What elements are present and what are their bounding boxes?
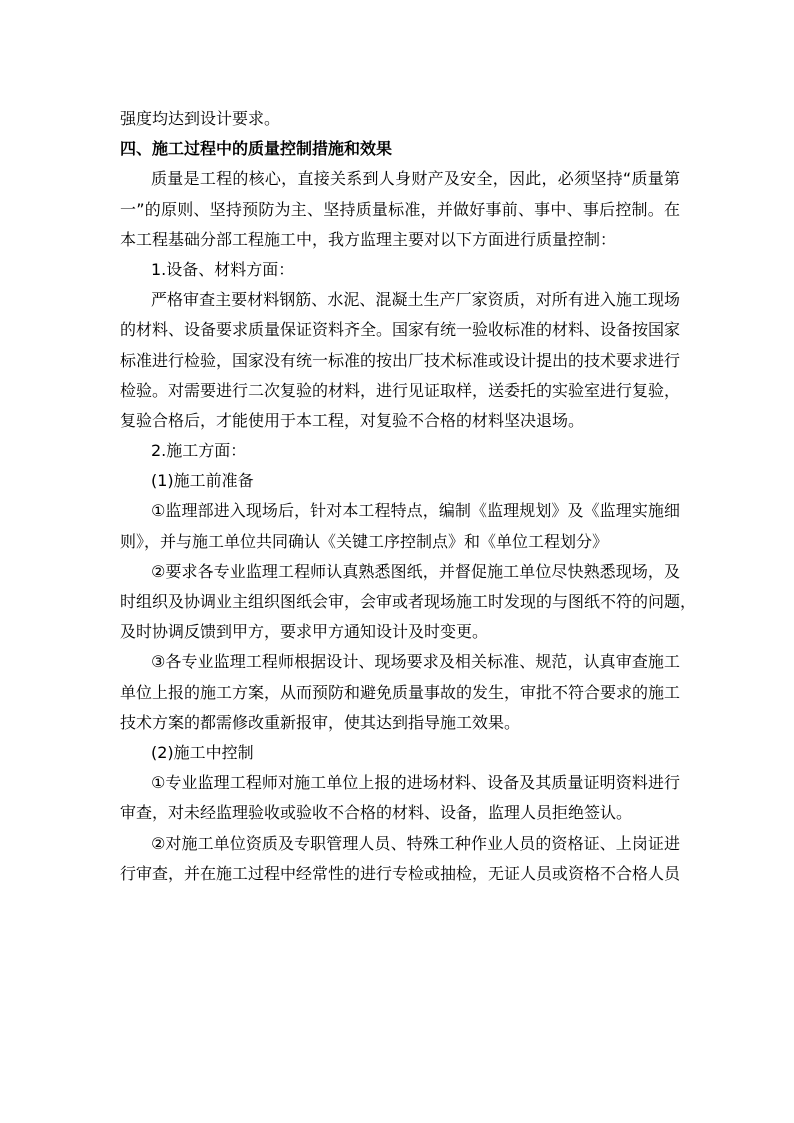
paragraph-line: 单位上报的施工方案，从而预防和避免质量事故的发生，审批不符合要求的施工 <box>120 682 681 702</box>
paragraph-line: 时组织及协调业主组织图纸会审，会审或者现场施工时发现的与图纸不符的问题， <box>120 592 697 611</box>
document-body <box>120 104 697 889</box>
paragraph-line: 则》，并与施工单位共同确认《关键工序控制点》和《单位工程划分》 <box>120 531 609 551</box>
subsection-heading: (2)施工中控制 <box>151 742 254 762</box>
subsection-heading: 1.设备、材料方面： <box>151 259 295 279</box>
paragraph-line: 的材料、设备要求质量保证资料齐全。国家有统一验收标准的材料、设备按国家 <box>120 320 681 340</box>
paragraph-line: 严格审查主要材料钢筋、水泥、混凝土生产厂家资质，对所有进入施工现场 <box>151 290 680 310</box>
paragraph-line: 行审查，并在施工过程中经常性的进行专检或抽检，无证人员或资格不合格人员 <box>120 863 681 883</box>
paragraph-line: ②要求各专业监理工程师认真熟悉图纸，并督促施工单位尽快熟悉现场，及 <box>151 561 680 581</box>
paragraph-line: 审查，对未经监理验收或验收不合格的材料、设备，监理人员拒绝签认。 <box>120 803 633 823</box>
paragraph-line: 检验。对需要进行二次复验的材料，进行见证取样，送委托的实验室进行复验， <box>120 380 681 400</box>
paragraph-line: 及时协调反馈到甲方，要求甲方通知设计及时变更。 <box>120 622 489 642</box>
section-heading: 四、施工过程中的质量控制措施和效果 <box>120 139 393 159</box>
paragraph-line: 技术方案的都需修改重新报审，使其达到指导施工效果。 <box>120 712 521 732</box>
paragraph-line: 强度均达到设计要求。 <box>120 109 281 128</box>
paragraph-line: 本工程基础分部工程施工中，我方监理主要对以下方面进行质量控制： <box>120 229 617 249</box>
subsection-heading: 2.施工方面： <box>151 441 247 461</box>
paragraph-line: 标准进行检验，国家没有统一标准的按出厂技术标准或设计提出的技术要求进行 <box>120 350 681 370</box>
paragraph-line: 质量是工程的核心，直接关系到人身财产及安全，因此，必须坚持“质量第 <box>151 169 680 189</box>
paragraph-line: ②对施工单位资质及专职管理人员、特殊工种作业人员的资格证、上岗证进 <box>151 833 680 853</box>
paragraph-line: ③各专业监理工程师根据设计、现场要求及相关标准、规范，认真审查施工 <box>151 652 680 672</box>
paragraph-line: ①监理部进入现场后，针对本工程特点，编制《监理规划》及《监理实施细 <box>151 501 680 521</box>
paragraph-line: 一”的原则、坚持预防为主、坚持质量标准，并做好事前、事中、事后控制。在 <box>120 199 680 219</box>
paragraph-line: ①专业监理工程师对施工单位上报的进场材料、设备及其质量证明资料进行 <box>151 773 680 793</box>
paragraph-line: 复验合格后，才能使用于本工程，对复验不合格的材料坚决退场。 <box>120 410 585 430</box>
subsection-heading: (1)施工前准备 <box>151 471 254 491</box>
